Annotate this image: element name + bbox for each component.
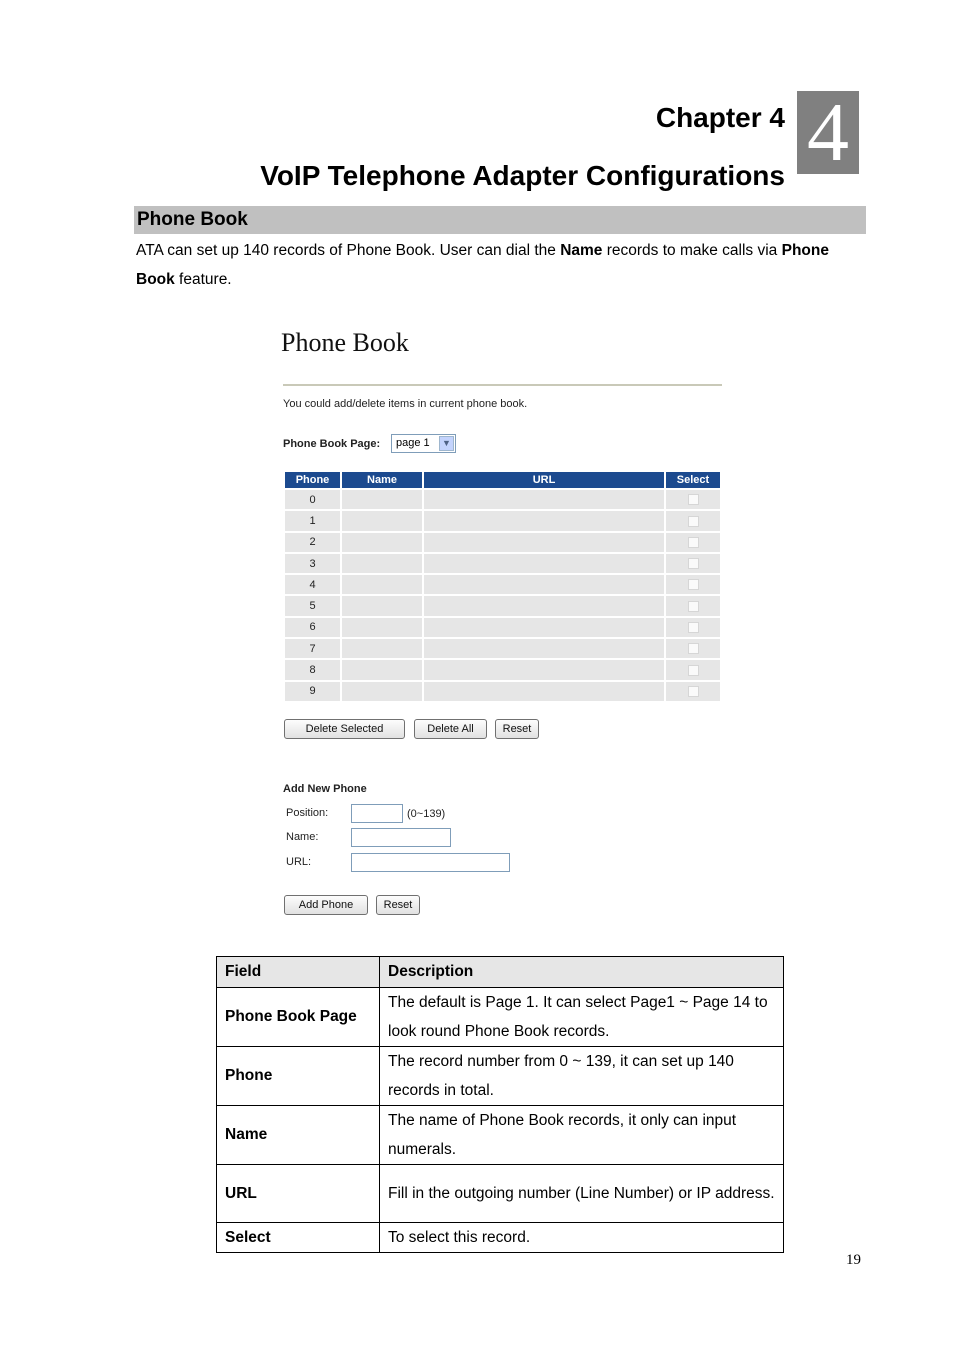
select-cell [666, 618, 720, 637]
field-cell: URL [217, 1165, 380, 1223]
description-cell: To select this record. [380, 1223, 784, 1253]
chapter-number-badge: 4 [797, 91, 859, 174]
select-checkbox[interactable] [688, 686, 699, 697]
select-checkbox[interactable] [688, 494, 699, 505]
url-input[interactable] [351, 853, 510, 872]
description-cell: Fill in the outgoing number (Line Number) or IP address. [380, 1165, 784, 1223]
chapter-title: VoIP Telephone Adapter Configurations [260, 160, 785, 191]
name-label: Name: [286, 831, 319, 843]
row-number: 2 [285, 533, 340, 552]
description-cell: The name of Phone Book records, it only can input numerals. [380, 1106, 784, 1165]
row-number: 3 [285, 554, 340, 573]
field-cell: Phone [217, 1047, 380, 1106]
select-cell [666, 490, 720, 509]
table-row [285, 639, 720, 658]
row-number: 0 [285, 490, 340, 509]
select-checkbox[interactable] [688, 643, 699, 654]
section-heading: Phone Book [134, 206, 866, 234]
select-cell [666, 682, 720, 701]
name-cell [342, 554, 422, 573]
select-cell [666, 554, 720, 573]
url-cell [424, 490, 664, 509]
position-input[interactable] [351, 804, 403, 823]
col-phone: Phone [285, 472, 340, 488]
intro-paragraph: ATA can set up 140 records of Phone Book. User can dial the Name records to make calls via Phone Book feature. [136, 242, 829, 288]
table-row [217, 1106, 784, 1165]
row-number: 8 [285, 660, 340, 679]
page-number: 19 [846, 1252, 861, 1268]
name-cell [342, 511, 422, 530]
select-checkbox[interactable] [688, 579, 699, 590]
table-row [217, 1165, 784, 1223]
select-checkbox[interactable] [688, 665, 699, 676]
url-cell [424, 575, 664, 594]
table-row [285, 660, 720, 679]
url-label: URL: [286, 856, 312, 868]
table-row [285, 618, 720, 637]
add-phone-button[interactable]: Add Phone [284, 895, 368, 915]
divider [283, 384, 722, 386]
select-cell [666, 511, 720, 530]
screenshot-note: You could add/delete items in current phone book. [283, 398, 528, 410]
table-row [285, 596, 720, 615]
name-cell [342, 490, 422, 509]
row-number: 4 [285, 575, 340, 594]
col-url: URL [424, 472, 664, 488]
select-checkbox[interactable] [688, 516, 699, 527]
url-cell [424, 511, 664, 530]
select-cell [666, 533, 720, 552]
col-select: Select [666, 472, 720, 488]
name-cell [342, 639, 422, 658]
select-cell [666, 660, 720, 679]
phone-book-screenshot [270, 320, 740, 930]
reset-button[interactable]: Reset [495, 719, 539, 739]
field-cell: Name [217, 1106, 380, 1165]
name-cell [342, 596, 422, 615]
phone-book-table [283, 470, 722, 703]
table-row [217, 1223, 784, 1253]
field-cell: Phone Book Page [217, 988, 380, 1047]
name-cell [342, 533, 422, 552]
url-cell [424, 660, 664, 679]
add-reset-button[interactable]: Reset [376, 895, 420, 915]
table-row [285, 554, 720, 573]
url-cell [424, 639, 664, 658]
chevron-down-icon[interactable]: ▼ [439, 436, 454, 451]
select-cell [666, 575, 720, 594]
url-cell [424, 596, 664, 615]
select-checkbox[interactable] [688, 537, 699, 548]
row-number: 7 [285, 639, 340, 658]
delete-all-button[interactable]: Delete All [414, 719, 487, 739]
table-row [217, 1047, 784, 1106]
row-number: 1 [285, 511, 340, 530]
row-number: 6 [285, 618, 340, 637]
table-row [285, 511, 720, 530]
add-new-phone-label: Add New Phone [283, 783, 367, 795]
select-checkbox[interactable] [688, 622, 699, 633]
select-checkbox[interactable] [688, 558, 699, 569]
row-number: 9 [285, 682, 340, 701]
name-cell [342, 618, 422, 637]
select-cell [666, 596, 720, 615]
url-cell [424, 554, 664, 573]
row-number: 5 [285, 596, 340, 615]
name-input[interactable] [351, 828, 451, 847]
header-field: Field [217, 957, 380, 988]
field-cell: Select [217, 1223, 380, 1253]
name-cell [342, 660, 422, 679]
page-select[interactable]: page 1 ▼ [391, 434, 456, 453]
table-row [217, 988, 784, 1047]
select-cell [666, 639, 720, 658]
delete-selected-button[interactable]: Delete Selected [284, 719, 405, 739]
position-hint: (0~139) [407, 808, 446, 820]
table-row [285, 490, 720, 509]
position-label: Position: [286, 807, 329, 819]
url-cell [424, 618, 664, 637]
table-row [285, 575, 720, 594]
name-cell [342, 682, 422, 701]
description-cell: The record number from 0 ~ 139, it can set up 140 records in total. [380, 1047, 784, 1106]
url-cell [424, 682, 664, 701]
col-name: Name [342, 472, 422, 488]
name-cell [342, 575, 422, 594]
field-description-table [216, 956, 784, 1253]
description-cell: The default is Page 1. It can select Page1 ~ Page 14 to look round Phone Book records. [380, 988, 784, 1047]
page-select-label: Phone Book Page: [283, 438, 381, 450]
screenshot-title: Phone Book [281, 328, 409, 357]
chapter-label: Chapter 4 [655, 102, 785, 133]
table-row [285, 682, 720, 701]
header-description: Description [380, 957, 784, 988]
url-cell [424, 533, 664, 552]
select-checkbox[interactable] [688, 601, 699, 612]
table-row [285, 533, 720, 552]
